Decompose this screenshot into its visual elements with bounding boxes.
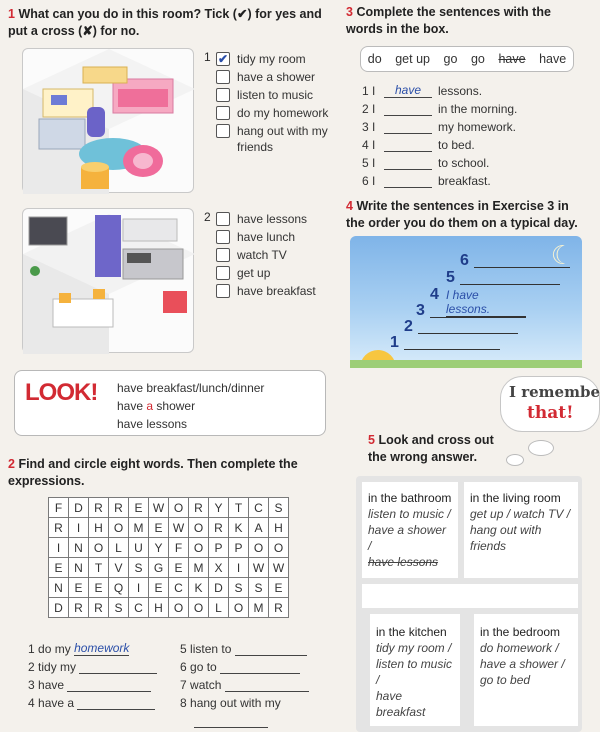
ex2-instruction-text: Find and circle eight words. Then complete the expressions. — [8, 457, 298, 488]
ex1-item[interactable] — [216, 282, 346, 300]
box-word: do — [367, 52, 382, 66]
grid-letter[interactable]: I — [69, 518, 89, 538]
expression — [180, 656, 340, 674]
expr-blank[interactable] — [235, 643, 307, 656]
step-number: 5 — [446, 269, 455, 286]
step-number: 4 — [430, 286, 439, 303]
grid-letter[interactable]: N — [69, 558, 89, 578]
checkbox[interactable] — [216, 106, 230, 120]
grid-letter[interactable]: F — [169, 538, 189, 558]
room-cell-living-room — [464, 482, 578, 578]
grid-letter[interactable]: R — [49, 518, 69, 538]
room-option[interactable]: listen to music / — [368, 507, 451, 521]
grid-letter[interactable]: S — [109, 598, 129, 618]
word-box — [360, 46, 574, 72]
sentence-answer[interactable]: have — [384, 83, 432, 98]
ex2-number: 2 — [8, 457, 15, 471]
grid-letter[interactable]: I — [129, 578, 149, 598]
ex5-instruction — [368, 432, 498, 466]
grid-letter[interactable]: D — [49, 598, 69, 618]
sentence-end: lessons. — [438, 84, 483, 98]
room-title: in the kitchen — [376, 625, 447, 639]
box-word-used: have — [498, 52, 526, 66]
grid-letter[interactable]: O — [249, 538, 269, 558]
sentence-num: 6 I — [362, 174, 376, 188]
room-option[interactable]: go to bed — [480, 673, 531, 687]
expr-text: watch — [190, 678, 222, 692]
sentence — [362, 80, 582, 98]
grid-letter[interactable]: P — [209, 538, 229, 558]
grid-letter[interactable]: P — [229, 538, 249, 558]
grid-letter[interactable]: W — [249, 558, 269, 578]
ex4-instruction-text: Write the sentences in Exercise 3 in the order you do them on a typical day. — [346, 199, 578, 230]
step-answer-text: I have lessons. — [446, 288, 491, 316]
ex5-number: 5 — [368, 433, 375, 447]
room-option[interactable]: get up / watch TV / — [470, 507, 571, 521]
expr-text: have — [38, 678, 65, 692]
sentence-blank[interactable] — [384, 139, 432, 152]
grid-letter[interactable]: E — [169, 558, 189, 578]
look-line — [117, 397, 264, 415]
ex1-group2-number: 2 — [204, 210, 211, 224]
sentence-num: 5 I — [362, 156, 376, 170]
grid-letter[interactable]: Y — [149, 538, 169, 558]
ex1-group1-list — [216, 50, 346, 156]
room-title: in the bathroom — [368, 491, 452, 505]
grid-letter[interactable]: M — [129, 518, 149, 538]
grid-letter[interactable]: G — [149, 558, 169, 578]
room-option[interactable]: do homework / — [480, 641, 559, 655]
ex1-item[interactable] — [216, 50, 346, 68]
grid-letter[interactable]: Y — [209, 498, 229, 518]
grid-letter[interactable]: H — [269, 518, 289, 538]
room-cell-bedroom — [474, 614, 578, 726]
grid-letter[interactable]: W — [169, 518, 189, 538]
step-blank[interactable] — [430, 317, 526, 318]
checkbox[interactable] — [216, 284, 230, 298]
checkbox[interactable] — [216, 124, 230, 138]
grid-letter[interactable]: R — [269, 598, 289, 618]
grid-letter[interactable]: M — [249, 598, 269, 618]
checkbox[interactable]: ✔ — [217, 52, 229, 66]
grid-letter[interactable]: D — [69, 498, 89, 518]
item-label: have lessons — [237, 212, 308, 226]
remember-bubble — [500, 376, 600, 432]
expression — [180, 692, 340, 710]
grid-letter[interactable]: O — [229, 598, 249, 618]
ex4-number: 4 — [346, 199, 353, 213]
item-label: listen to music — [237, 88, 314, 102]
room-title: in the living room — [470, 491, 561, 505]
grid-letter[interactable]: R — [69, 598, 89, 618]
sentence — [362, 134, 582, 152]
grid-letter[interactable]: R — [89, 598, 109, 618]
expr-num: 1 — [28, 642, 35, 656]
room-option-crossed[interactable]: have lessons — [368, 555, 439, 569]
ex1-instruction-text: What can you do in this room? Tick (✔) for yes and put a cross (✘) for no. — [8, 7, 322, 38]
expr-num: 7 — [180, 678, 187, 692]
ex1-item[interactable] — [216, 264, 346, 282]
remember-line1: I remembe — [509, 383, 600, 401]
ex1-group2-list — [216, 210, 346, 300]
grid-letter[interactable]: N — [49, 578, 69, 598]
grid-row — [49, 558, 289, 578]
expr-blank[interactable] — [220, 661, 300, 674]
expr-blank[interactable] — [194, 715, 268, 728]
grid-letter[interactable]: N — [69, 538, 89, 558]
grid-letter[interactable]: O — [169, 498, 189, 518]
ex1-item[interactable] — [216, 228, 346, 246]
item-label: have a shower — [237, 70, 316, 84]
step-blank[interactable] — [460, 284, 560, 285]
grid-letter[interactable]: C — [169, 578, 189, 598]
box-word: go — [443, 52, 458, 66]
expr-num: 5 — [180, 642, 187, 656]
bedroom-picture — [22, 48, 194, 193]
box-word: have — [539, 52, 567, 66]
grid-letter[interactable]: E — [269, 578, 289, 598]
grid-letter[interactable]: O — [269, 538, 289, 558]
checkbox[interactable] — [216, 230, 230, 244]
grid-letter[interactable]: K — [229, 518, 249, 538]
step-number: 3 — [416, 302, 425, 319]
item-label: have lunch — [237, 230, 296, 244]
expression — [180, 674, 340, 692]
sentence — [362, 152, 582, 170]
look-word: shower — [156, 399, 196, 413]
ex1-instruction — [8, 6, 338, 40]
checkbox[interactable] — [216, 88, 230, 102]
step-number: 6 — [460, 252, 469, 269]
item-label: get up — [237, 266, 271, 280]
ex3-instruction-text: Complete the sentences with the words in the box. — [346, 5, 551, 36]
grid-letter[interactable]: S — [269, 498, 289, 518]
grid-letter[interactable]: O — [109, 518, 129, 538]
grid-letter[interactable]: C — [129, 598, 149, 618]
expr-answer[interactable]: homework — [74, 641, 130, 655]
look-line: have lessons — [117, 417, 188, 431]
grid-letter[interactable]: V — [109, 558, 129, 578]
grid-letter[interactable]: H — [149, 598, 169, 618]
grid-letter[interactable]: E — [129, 498, 149, 518]
expression-blank-row — [180, 710, 340, 728]
look-word: have — [117, 399, 144, 413]
checkbox[interactable] — [216, 266, 230, 280]
room-cell-kitchen — [370, 614, 460, 726]
grid-letter[interactable]: X — [209, 558, 229, 578]
grid-letter[interactable]: W — [149, 498, 169, 518]
checkbox[interactable] — [216, 212, 230, 226]
grid-letter[interactable]: F — [49, 498, 69, 518]
grid-letter[interactable]: S — [249, 578, 269, 598]
look-title: LOOK! — [25, 379, 98, 406]
look-line: have breakfast/lunch/dinner — [117, 381, 265, 395]
grid-letter[interactable]: W — [269, 558, 289, 578]
ex1-number: 1 — [8, 7, 15, 21]
sentence-blank[interactable] — [384, 121, 432, 134]
expr-blank[interactable] — [225, 679, 309, 692]
expr-num: 3 — [28, 678, 35, 692]
ex2-right-expressions — [180, 638, 340, 728]
grid-letter[interactable]: S — [129, 558, 149, 578]
look-examples — [117, 379, 264, 433]
ex3-sentences — [362, 80, 582, 188]
grid-letter[interactable]: R — [89, 498, 109, 518]
step-number: 2 — [404, 318, 413, 335]
ex2-instruction — [8, 456, 308, 490]
sentence — [362, 170, 582, 188]
sentence-num: 3 I — [362, 120, 376, 134]
grid-letter[interactable]: R — [209, 518, 229, 538]
grid-letter[interactable]: L — [209, 598, 229, 618]
grid-letter[interactable]: M — [189, 558, 209, 578]
grid-letter[interactable]: I — [229, 558, 249, 578]
grid-letter[interactable]: E — [149, 578, 169, 598]
expression — [28, 674, 178, 692]
word-search-grid — [48, 497, 289, 618]
hallway — [362, 584, 578, 608]
kitchen-picture — [22, 208, 194, 353]
expr-text: have a — [38, 696, 75, 710]
expr-text: go to — [190, 660, 217, 674]
grid-letter[interactable]: O — [189, 518, 209, 538]
grid-letter[interactable]: O — [169, 598, 189, 618]
item-label: do my homework — [237, 106, 329, 120]
grid-letter[interactable]: R — [189, 498, 209, 518]
grid-letter[interactable]: E — [89, 578, 109, 598]
ex4-instruction — [346, 198, 582, 232]
checkbox[interactable] — [216, 70, 230, 84]
expr-text: do my — [38, 642, 71, 656]
remember-line2: that! — [527, 403, 574, 423]
ex1-item[interactable] — [216, 68, 346, 86]
grid-letter[interactable]: T — [89, 558, 109, 578]
expr-blank[interactable] — [67, 679, 151, 692]
item-label: hang out with my — [237, 124, 328, 138]
sentence-blank[interactable] — [384, 103, 432, 116]
grid-letter[interactable]: S — [229, 578, 249, 598]
expr-num: 8 — [180, 696, 187, 710]
room-option[interactable]: have breakfast — [376, 689, 426, 719]
grid-letter[interactable]: D — [209, 578, 229, 598]
sentence-end: to bed. — [438, 138, 475, 152]
step-blank[interactable] — [474, 267, 570, 268]
sentence-end: to school. — [438, 156, 490, 170]
sentence-blank[interactable] — [384, 157, 432, 170]
thought-bubble-dot — [506, 454, 524, 466]
grid-letter[interactable]: E — [149, 518, 169, 538]
grid-letter[interactable]: O — [189, 598, 209, 618]
step-blank[interactable] — [404, 349, 500, 350]
expr-text: listen to — [190, 642, 232, 656]
sentence-num: 2 I — [362, 102, 376, 116]
grid-letter[interactable]: C — [249, 498, 269, 518]
grid-letter[interactable]: K — [189, 578, 209, 598]
expr-text: tidy my — [38, 660, 77, 674]
box-word: get up — [395, 52, 430, 66]
sentence-end: breakfast. — [438, 174, 491, 188]
room-cell-bathroom — [362, 482, 458, 578]
step-number: 1 — [390, 334, 399, 351]
ex1-item[interactable] — [216, 122, 346, 140]
sentence-end: in the morning. — [438, 102, 518, 116]
thought-bubble-dot — [528, 440, 554, 456]
look-article: a — [146, 399, 154, 413]
grid-row — [49, 538, 289, 558]
grid-row — [49, 598, 289, 618]
room-option[interactable]: have a shower / — [368, 523, 447, 553]
box-word: go — [470, 52, 485, 66]
grid-row — [49, 518, 289, 538]
expression — [28, 692, 178, 710]
ex1-group1-number: 1 — [204, 50, 211, 64]
ex5-instruction-text: Look and cross out the wrong answer. — [368, 433, 494, 464]
ex2-left-expressions — [28, 638, 178, 710]
grid-letter[interactable]: L — [109, 538, 129, 558]
grid-letter[interactable]: O — [189, 538, 209, 558]
expr-num: 4 — [28, 696, 35, 710]
room-option[interactable]: tidy my room / — [376, 641, 452, 655]
ex5-floorplan — [356, 476, 582, 732]
room-option[interactable]: have a shower / — [480, 657, 565, 671]
checkbox[interactable] — [216, 248, 230, 262]
expr-num: 2 — [28, 660, 35, 674]
item-label: watch TV — [237, 248, 287, 262]
grid-letter[interactable]: H — [89, 518, 109, 538]
look-box — [14, 370, 326, 436]
step-answer[interactable] — [446, 288, 526, 317]
ex1-item[interactable] — [216, 246, 346, 264]
item-label-wrap: friends — [237, 140, 274, 154]
grid-letter[interactable]: A — [249, 518, 269, 538]
grid-letter[interactable]: Q — [109, 578, 129, 598]
sentence-num: 1 I — [362, 84, 376, 98]
ex4-sky-panel — [350, 236, 582, 368]
ex1-item[interactable] — [216, 104, 346, 122]
grid-row — [49, 498, 289, 518]
word-search-table — [48, 497, 289, 618]
room-title: in the bedroom — [480, 625, 561, 639]
room-option[interactable]: friends — [470, 539, 507, 553]
expression — [180, 638, 340, 656]
moon-icon: ☾ — [550, 240, 574, 270]
ex1-item[interactable] — [216, 210, 346, 228]
sentence — [362, 98, 582, 116]
sentence — [362, 116, 582, 134]
grid-letter[interactable]: E — [49, 558, 69, 578]
grid-letter[interactable]: I — [49, 538, 69, 558]
step-blank[interactable] — [418, 333, 518, 334]
item-label: have breakfast — [237, 284, 316, 298]
sentence-blank[interactable] — [384, 175, 432, 188]
grid-letter[interactable]: U — [129, 538, 149, 558]
expr-blank[interactable] — [79, 661, 157, 674]
ground — [350, 360, 582, 368]
expression — [28, 638, 178, 656]
expr-blank[interactable] — [77, 697, 155, 710]
item-label: tidy my room — [237, 52, 306, 66]
grid-letter[interactable]: T — [229, 498, 249, 518]
grid-letter[interactable]: R — [109, 498, 129, 518]
ex3-number: 3 — [346, 5, 353, 19]
expression — [28, 656, 178, 674]
room-option[interactable]: listen to music / — [376, 657, 453, 687]
grid-letter[interactable]: E — [69, 578, 89, 598]
ex1-item[interactable] — [216, 86, 346, 104]
grid-letter[interactable]: O — [89, 538, 109, 558]
sentence-end: my homework. — [438, 120, 517, 134]
sentence-num: 4 I — [362, 138, 376, 152]
room-option[interactable]: hang out with — [470, 523, 542, 537]
expr-num: 6 — [180, 660, 187, 674]
grid-row — [49, 578, 289, 598]
ex3-instruction — [346, 4, 582, 38]
expr-text: hang out with my — [190, 696, 281, 710]
